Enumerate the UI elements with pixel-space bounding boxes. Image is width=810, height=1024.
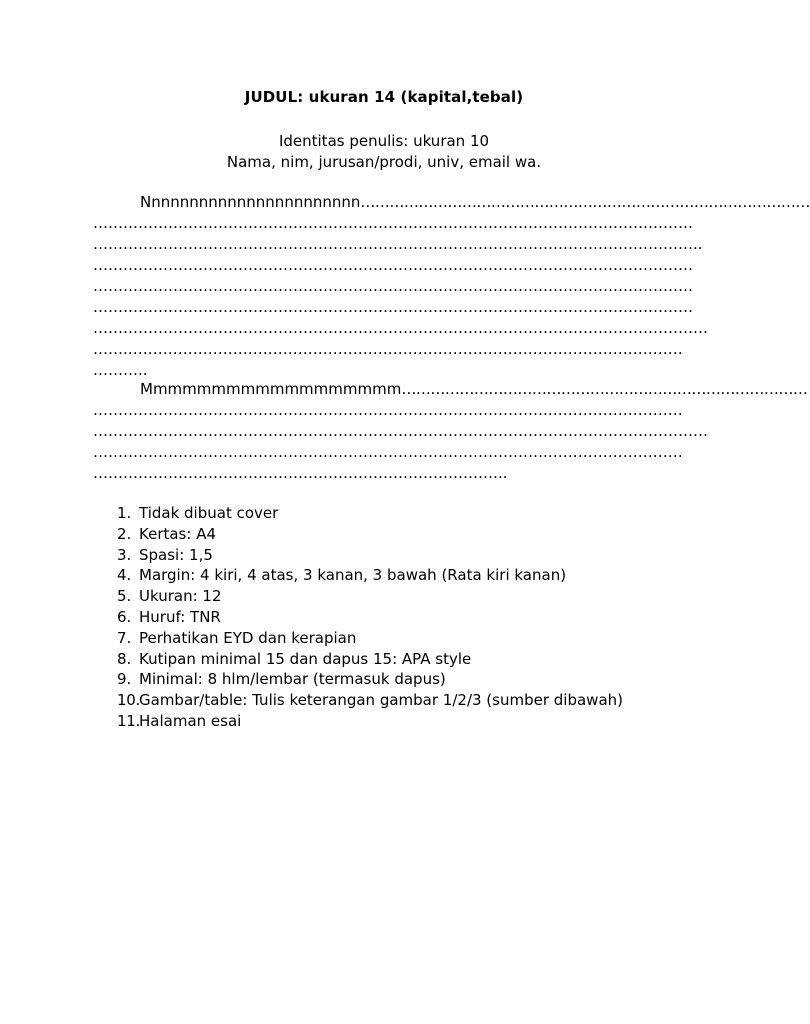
rule-text: Spasi: 1,5: [139, 545, 213, 564]
paragraph-2-dots: …………………………………………………………………………: [401, 380, 808, 398]
rule-text: Ukuran: 12: [139, 587, 222, 606]
placeholder-paragraph-2: [93, 379, 808, 484]
rule-item: [117, 628, 623, 649]
paragraph-1-line: …………………………………………………………………………………………………………: [93, 214, 693, 232]
paragraph-1-first-line: [93, 192, 810, 213]
rule-item: [117, 565, 623, 586]
author-details-line: Nama, nim, jurusan/prodi, univ, email wa.: [226, 153, 542, 171]
rule-item: [117, 503, 623, 524]
rule-number: 3.: [117, 545, 132, 564]
rule-number: 7.: [117, 628, 132, 647]
rule-number: 2.: [117, 524, 132, 543]
rule-text: Kutipan minimal 15 dan dapus 15: APA style: [139, 649, 472, 668]
rule-item: [117, 690, 623, 711]
paragraph-1-dots: …………………………………………………………………………………: [360, 193, 810, 211]
rule-text: Perhatikan EYD dan kerapian: [139, 628, 357, 647]
rule-number: 10.: [117, 691, 140, 710]
rule-item: [117, 607, 623, 628]
paragraph-2-line: ……………………………………………………………………………….………………………: [93, 443, 683, 461]
paragraph-1-line: ……………………………………………………………………………………………………………: [93, 319, 708, 337]
rule-number: 4.: [117, 566, 132, 585]
rule-text: Huruf: TNR: [139, 607, 221, 626]
document-title: JUDUL: ukuran 14 (kapital,tebal): [244, 88, 524, 106]
rule-item: [117, 649, 623, 670]
paragraph-2-line: ……………………………………………………………………………………………………………: [93, 422, 708, 440]
paragraph-2-first-line: [93, 379, 808, 400]
rule-text: Tidak dibuat cover: [139, 504, 279, 522]
formatting-rules-list: [117, 503, 623, 732]
rule-number: 9.: [117, 670, 132, 689]
rule-number: 11.: [117, 711, 140, 730]
rule-number: 1.: [117, 504, 132, 522]
paragraph-1-lead-text: Nnnnnnnnnnnnnnnnnnnnnnn: [140, 193, 361, 211]
rule-item: [117, 586, 623, 607]
paragraph-1-line: …………………………………………………………………………………………………………: [93, 298, 693, 316]
author-identity-line: Identitas penulis: ukuran 10: [278, 132, 490, 150]
paragraph-2-line: ……………………………………………………………………………….………………………: [93, 401, 683, 419]
paragraph-1-line: ………..: [93, 361, 148, 379]
rule-item: [117, 669, 623, 690]
paragraph-1-line: …….…………………………………………………………………………………………………: [93, 340, 683, 358]
placeholder-paragraph-1: [93, 192, 810, 381]
rule-item: [117, 711, 623, 732]
rule-number: 5.: [117, 587, 132, 606]
paragraph-1-line: …………………………………………………………………………………………………………: [93, 277, 693, 295]
rule-item: [117, 524, 623, 545]
paragraph-2-line: ………………………………………………………………………..: [93, 464, 508, 482]
rule-text: Minimal: 8 hlm/lembar (termasuk dapus): [139, 670, 446, 689]
rule-number: 8.: [117, 649, 132, 668]
rule-number: 6.: [117, 607, 132, 626]
rule-text: Halaman esai: [139, 711, 242, 730]
paragraph-1-line: …………………………………………………………………………………………………………..: [93, 235, 703, 253]
paragraph-1-line: …………………………………………………………………………………………………………: [93, 256, 693, 274]
author-identity-block: [0, 131, 768, 173]
rule-text: Margin: 4 kiri, 4 atas, 3 kanan, 3 bawah (Rata kiri kanan): [139, 566, 567, 585]
rule-item: [117, 545, 623, 566]
rule-text: Kertas: A4: [139, 524, 216, 543]
rule-text: Gambar/table: Tulis keterangan gambar 1/2/3 (sumber dibawah): [139, 691, 623, 710]
paragraph-2-lead-text: Mmmmmmmmmmmmmmmmmm: [140, 380, 402, 398]
